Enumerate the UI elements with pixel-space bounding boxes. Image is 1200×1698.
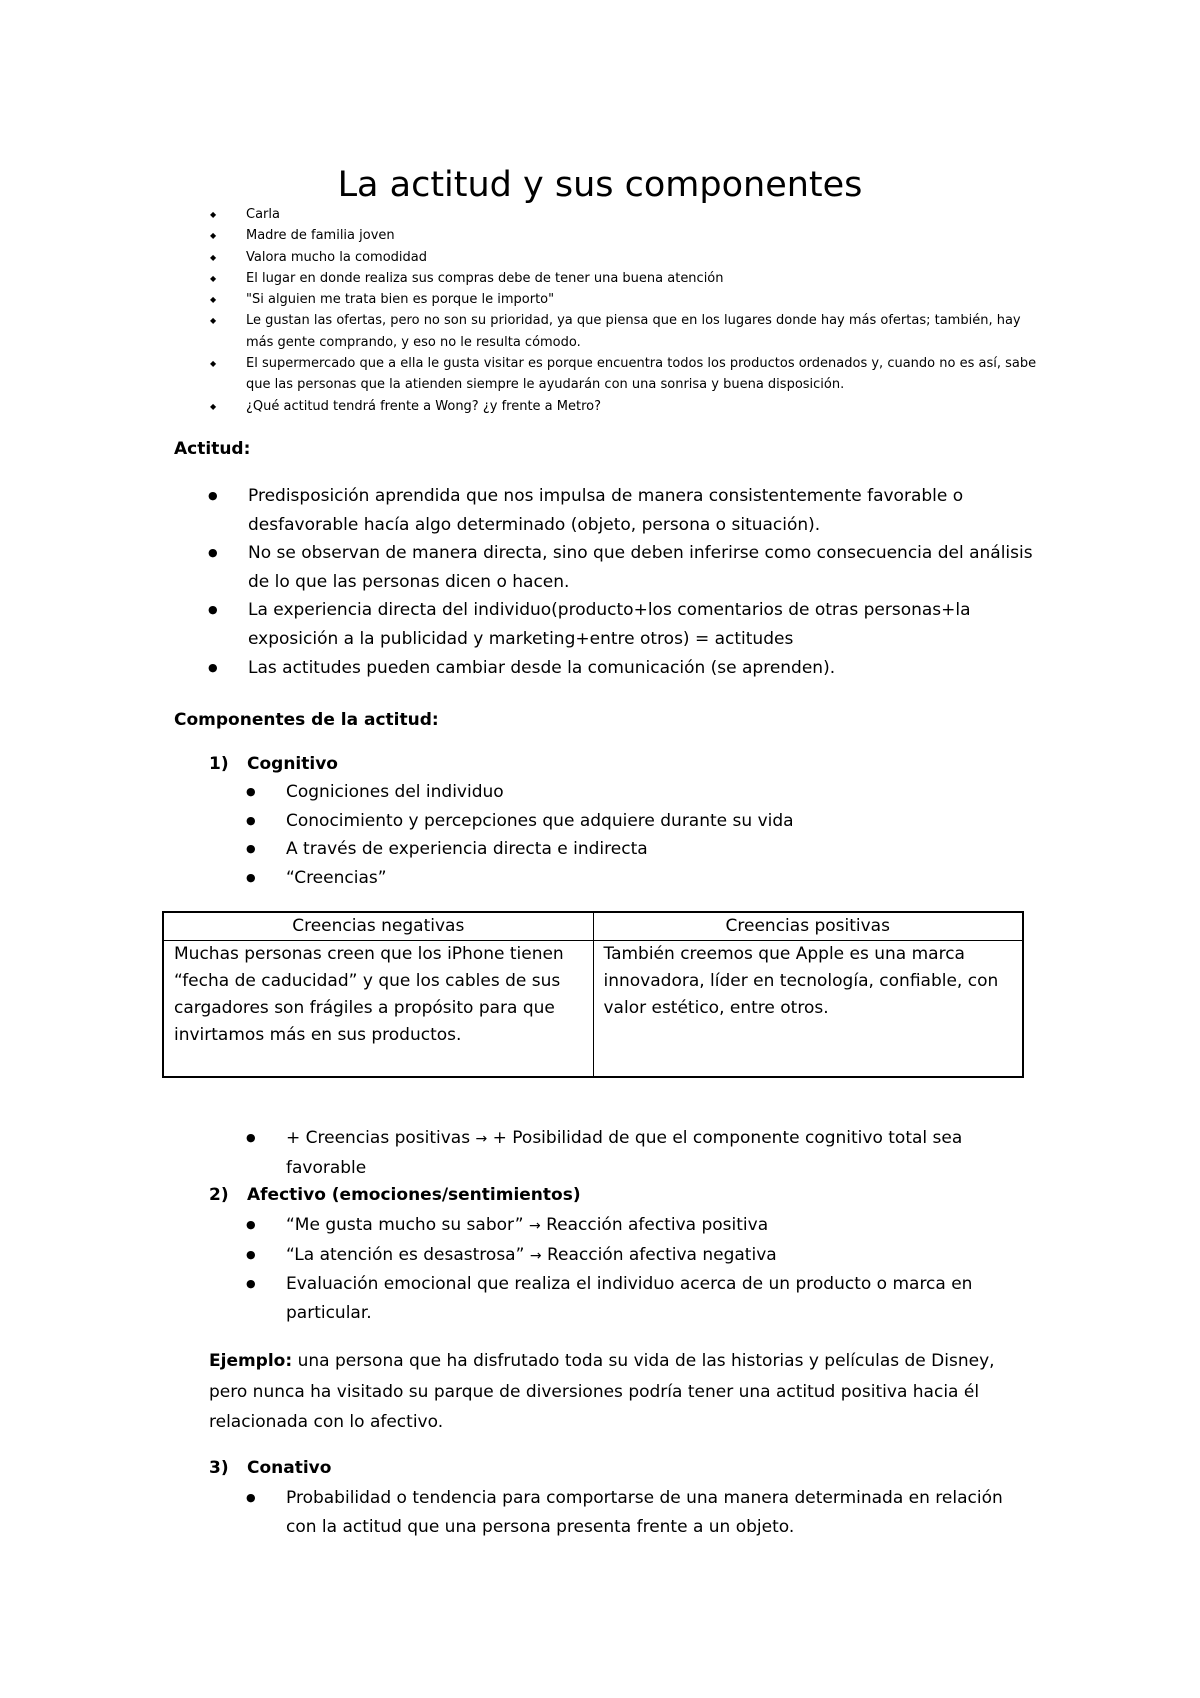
componentes-heading: Componentes de la actitud: bbox=[174, 710, 439, 730]
creencias-positivas-text: + Creencias positivas bbox=[286, 1128, 471, 1148]
list-item bbox=[246, 1124, 1026, 1182]
cell-negativas: Muchas personas creen que los iPhone tienen “fecha de caducidad” y que los cables de sus cargadores son frágiles a propósito para que invirtamos más en sus productos. bbox=[163, 941, 593, 1078]
quote-text: “La atención es desastrosa” bbox=[286, 1244, 525, 1265]
list-item: ◆ Madre de familia joven bbox=[210, 225, 1040, 246]
ejemplo-paragraph bbox=[209, 1346, 1029, 1438]
arrow-right-icon: → bbox=[475, 1131, 488, 1147]
creencias-table bbox=[162, 911, 1024, 1078]
list-item: ◆ Valora mucho la comodidad bbox=[210, 247, 1040, 268]
conativo-list bbox=[246, 1484, 1026, 1541]
list-item: ◆ "Si alguien me trata bien es porque le importo" bbox=[210, 289, 1040, 310]
header-cell-negativas: Creencias negativas bbox=[163, 912, 593, 941]
intro-list bbox=[210, 204, 1040, 417]
list-item: ● No se observan de manera directa, sino que deben inferirse como consecuencia del análisis de lo que las personas dicen o hacen. bbox=[208, 539, 1038, 596]
list-item: ● Conocimiento y percepciones que adquiere durante su vida bbox=[246, 807, 1026, 836]
list-item: ● Evaluación emocional que realiza el individuo acerca de un producto o marca en particular. bbox=[246, 1270, 1026, 1327]
ejemplo-label: Ejemplo: bbox=[209, 1351, 293, 1371]
list-item: ● A través de experiencia directa e indirecta bbox=[246, 835, 1026, 864]
section-label: Afectivo (emociones/sentimientos) bbox=[247, 1185, 581, 1205]
section-number: 1) bbox=[209, 754, 229, 774]
list-item: ● “Creencias” bbox=[246, 864, 1026, 893]
list-item: ● Probabilidad o tendencia para comportarse de una manera determinada en relación con la actitud que una persona presenta frente a un objeto. bbox=[246, 1484, 1026, 1541]
after-table-list bbox=[246, 1124, 1026, 1182]
afectivo-heading bbox=[209, 1181, 581, 1209]
page-title: La actitud y sus componentes bbox=[337, 165, 863, 206]
afectivo-list bbox=[246, 1211, 1026, 1327]
actitud-heading: Actitud: bbox=[174, 439, 251, 459]
ejemplo-text: una persona que ha disfrutado toda su vida de las historias y películas de Disney, pero nunca ha visitado su parque de diversiones podría tener una actitud positiva hacia él relacionada con lo afectivo. bbox=[209, 1351, 995, 1432]
list-item: ◆ El supermercado que a ella le gusta visitar es porque encuentra todos los productos ordenados y, cuando no es así, sabe que las personas que la atienden siempre le ayudarán con una sonrisa y buena disposición. bbox=[210, 353, 1040, 396]
arrow-right-icon: → bbox=[528, 1218, 541, 1234]
section-label: Cognitivo bbox=[247, 754, 338, 774]
list-item: ● La experiencia directa del individuo(producto+los comentarios de otras personas+la exposición a la publicidad y marketing+entre otros) = actitudes bbox=[208, 596, 1038, 653]
reaction-text: Reacción afectiva positiva bbox=[546, 1215, 769, 1235]
list-item: ◆ Le gustan las ofertas, pero no son su prioridad, ya que piensa que en los lugares donde hay más ofertas; también, hay más gente comprando, y eso no le resulta cómodo. bbox=[210, 310, 1040, 353]
reaction-text: Reacción afectiva negativa bbox=[546, 1244, 777, 1265]
section-label: Conativo bbox=[247, 1458, 332, 1478]
cell-positivas: También creemos que Apple es una marca innovadora, líder en tecnología, confiable, con valor estético, entre otros. bbox=[593, 941, 1023, 1078]
cognitivo-list bbox=[246, 778, 1026, 892]
arrow-right-icon: → bbox=[529, 1247, 542, 1264]
list-item: ◆ ¿Qué actitud tendrá frente a Wong? ¿y frente a Metro? bbox=[210, 396, 1040, 417]
list-item: ◆ Carla bbox=[210, 204, 1040, 225]
list-item: ● Cogniciones del individuo bbox=[246, 778, 1026, 807]
section-number: 3) bbox=[209, 1458, 229, 1478]
header-cell-positivas: Creencias positivas bbox=[593, 912, 1023, 941]
table-row bbox=[163, 941, 1023, 1078]
cognitivo-heading bbox=[209, 750, 338, 778]
section-number: 2) bbox=[209, 1185, 229, 1205]
list-item bbox=[246, 1241, 1026, 1271]
posibilidad-text: + Posibilidad de que el componente cognitivo total sea favorable bbox=[286, 1128, 963, 1178]
conativo-heading bbox=[209, 1454, 331, 1482]
list-item: ◆ El lugar en donde realiza sus compras debe de tener una buena atención bbox=[210, 268, 1040, 289]
list-item: ● Predisposición aprendida que nos impulsa de manera consistentemente favorable o desfavorable hacía algo determinado (objeto, persona o situación). bbox=[208, 482, 1038, 539]
list-item: ● Las actitudes pueden cambiar desde la comunicación (se aprenden). bbox=[208, 654, 1038, 683]
quote-text: “Me gusta mucho su sabor” bbox=[286, 1215, 524, 1235]
actitud-list bbox=[208, 482, 1038, 682]
list-item bbox=[246, 1211, 1026, 1241]
table-header-row bbox=[163, 912, 1023, 941]
